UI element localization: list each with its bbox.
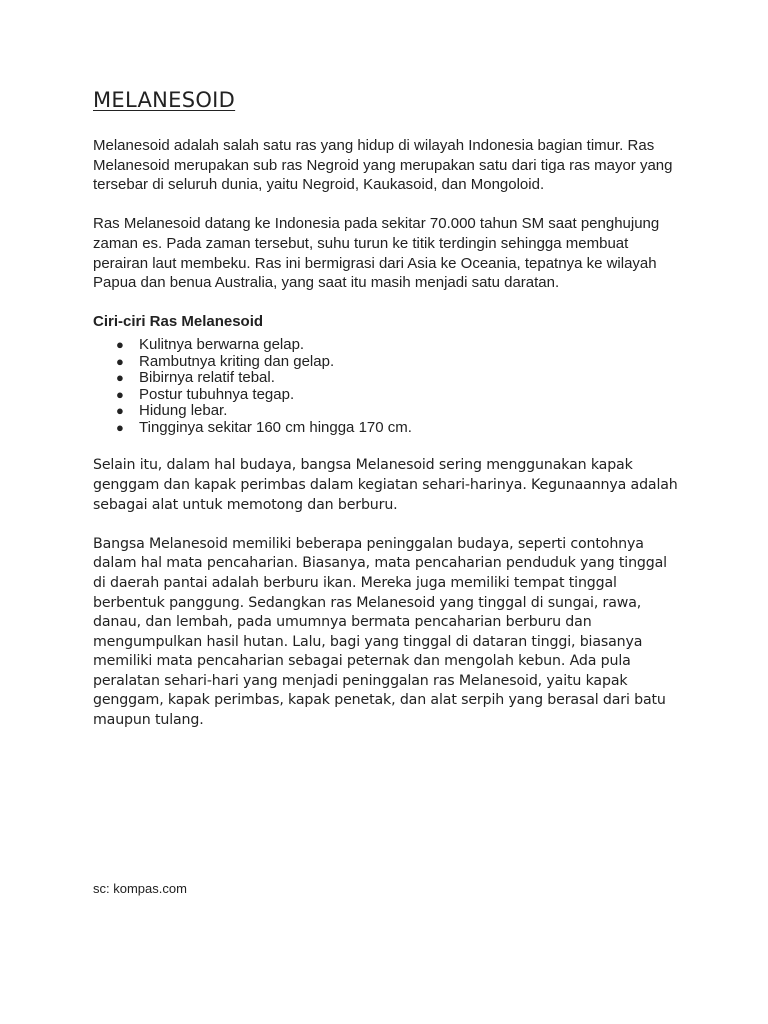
bullet-icon: ● xyxy=(116,403,124,419)
list-item xyxy=(93,420,683,437)
document-title: MELANESOID xyxy=(93,88,236,112)
list-item-text: Postur tubuhnya tegap. xyxy=(139,385,295,403)
list-item-text: Bibirnya relatif tebal. xyxy=(139,369,275,387)
section-heading-characteristics: Ciri-ciri Ras Melanesoid xyxy=(93,313,264,331)
bullet-icon: ● xyxy=(116,337,124,353)
paragraph-heritage: Bangsa Melanesoid memiliki beberapa peninggalan budaya, seperti contohnya dalam hal mata pencaharian. Biasanya, mata pencaharian penduduk yang tinggal di daerah pantai adalah berburu ikan. Mereka juga memiliki tempat tinggal berbentuk panggung. Sedangkan ras Melanesoid yang tinggal di sungai, rawa, danau, dan lembah, pada umumnya bermata pencaharian berburu dan mengumpulkan hasil hutan. Lalu, bagi yang tinggal di dataran tinggi, biasanya memiliki mata pencaharian sebagai peternak dan mengolah kebun. Ada pula peralatan sehari-hari yang menjadi peninggalan ras Melanesoid, yaitu kapak genggam, kapak perimbas, kapak penetak, dan alat serpih yang berasal dari batu maupun tulang. xyxy=(93,535,667,729)
list-item xyxy=(93,403,683,420)
list-item xyxy=(93,387,683,404)
source-note: sc: kompas.com xyxy=(93,881,187,896)
list-item xyxy=(93,337,683,354)
list-item xyxy=(93,354,683,371)
list-item-text: Rambutnya kriting dan gelap. xyxy=(139,352,335,370)
list-item-text: Kulitnya berwarna gelap. xyxy=(139,336,305,354)
characteristics-list xyxy=(93,337,683,436)
bullet-icon: ● xyxy=(116,370,124,386)
bullet-icon: ● xyxy=(116,353,124,369)
paragraph-culture: Selain itu, dalam hal budaya, bangsa Melanesoid sering menggunakan kapak genggam dan kapak perimbas dalam kegiatan sehari-harinya. Kegunaannya adalah sebagai alat untuk memotong dan berburu. xyxy=(93,457,678,513)
bullet-icon: ● xyxy=(116,386,124,402)
document-page xyxy=(93,86,683,750)
list-item-text: Tingginya sekitar 160 cm hingga 170 cm. xyxy=(139,418,412,436)
bullet-icon: ● xyxy=(116,419,124,435)
list-item xyxy=(93,370,683,387)
paragraph-arrival: Ras Melanesoid datang ke Indonesia pada sekitar 70.000 tahun SM saat penghujung zaman es. Pada zaman tersebut, suhu turun ke titik terdingin sehingga membuat perairan laut membeku. Ras ini bermigrasi dari Asia ke Oceania, tepatnya ke wilayah Papua dan benua Australia, yang saat itu masih menjadi satu daratan. xyxy=(93,215,660,292)
list-item-text: Hidung lebar. xyxy=(139,402,228,420)
paragraph-intro: Melanesoid adalah salah satu ras yang hidup di wilayah Indonesia bagian timur. Ras Melanesoid merupakan sub ras Negroid yang merupakan satu dari tiga ras mayor yang tersebar di seluruh dunia, yaitu Negroid, Kaukasoid, dan Mongoloid. xyxy=(93,137,673,194)
